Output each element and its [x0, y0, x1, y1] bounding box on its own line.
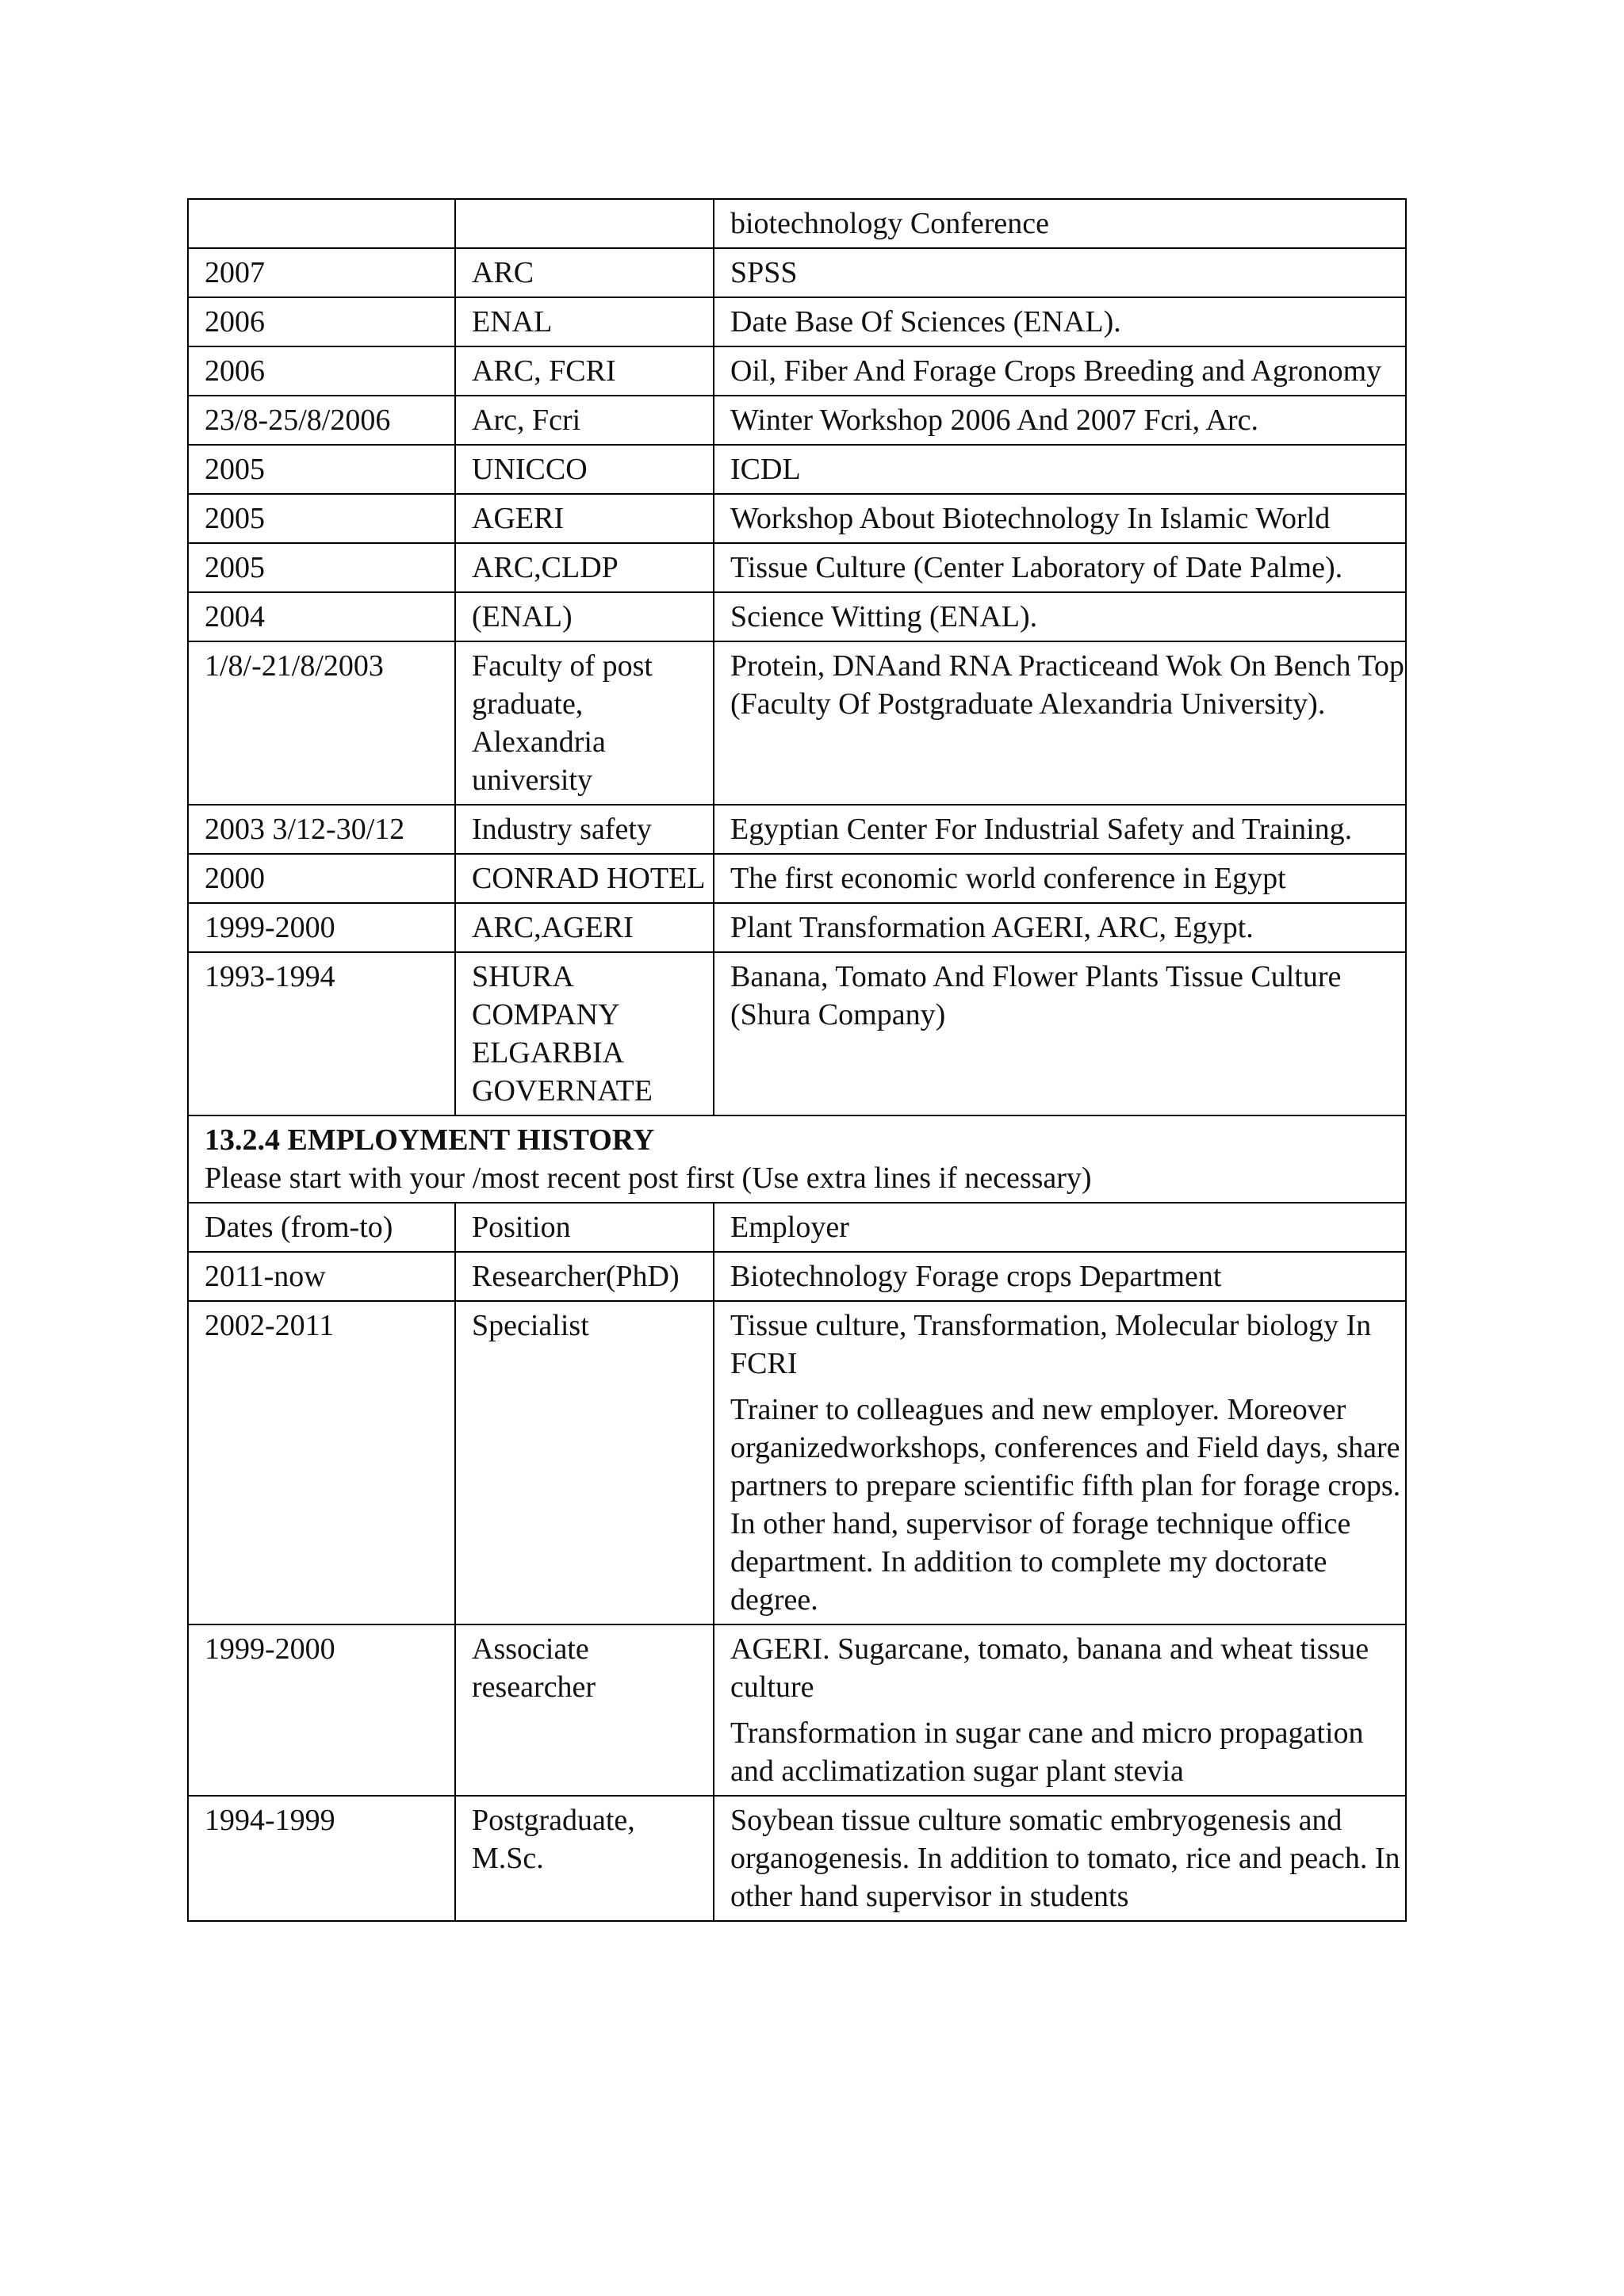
cv-page: [187, 198, 1405, 1922]
training-organization: UNICCO: [455, 445, 714, 494]
training-course: Egyptian Center For Industrial Safety and Training.: [714, 805, 1406, 854]
training-course: Plant Transformation AGERI, ARC, Egypt.: [714, 903, 1406, 952]
training-row: [188, 297, 1406, 346]
training-date: 2005: [188, 543, 455, 592]
training-row: [188, 903, 1406, 952]
training-organization: ENAL: [455, 297, 714, 346]
employment-row: [188, 1796, 1406, 1921]
training-organization: SHURA COMPANY ELGARBIA GOVERNATE: [455, 952, 714, 1115]
training-row: [188, 952, 1406, 1115]
employment-dates: 2011-now: [188, 1252, 455, 1301]
training-organization: ARC, FCRI: [455, 346, 714, 396]
training-organization: CONRAD HOTEL: [455, 854, 714, 903]
employment-section: [188, 1115, 1406, 1252]
employer-paragraph: Biotechnology Forage crops Department: [730, 1260, 1222, 1293]
training-date: 2006: [188, 346, 455, 396]
training-course: Winter Workshop 2006 And 2007 Fcri, Arc.: [714, 396, 1406, 445]
training-course: Tissue Culture (Center Laboratory of Date Palme).: [714, 543, 1406, 592]
employer-paragraph: Trainer to colleagues and new employer. Moreover organizedworkshops, conferences and Field days, share partners to prepare scientific fifth plan for forage crops. In other hand, supervisor of forage technique office department. In addition to complete my doctorate degree.: [730, 1393, 1401, 1617]
training-course: Science Witting (ENAL).: [714, 592, 1406, 641]
employment-employer: [714, 1624, 1406, 1796]
employment-row: [188, 1252, 1406, 1301]
training-organization: Industry safety: [455, 805, 714, 854]
header-employer: Employer: [714, 1203, 1406, 1252]
training-date: 2000: [188, 854, 455, 903]
training-course: Oil, Fiber And Forage Crops Breeding and Agronomy: [714, 346, 1406, 396]
employment-dates: 1999-2000: [188, 1624, 455, 1796]
training-date: 2003 3/12-30/12: [188, 805, 455, 854]
training-row: [188, 494, 1406, 543]
training-organization: Arc, Fcri: [455, 396, 714, 445]
training-date: [188, 199, 455, 248]
training-row: [188, 543, 1406, 592]
training-course: The first economic world conference in Egypt: [714, 854, 1406, 903]
training-date: 2007: [188, 248, 455, 297]
training-date: 2006: [188, 297, 455, 346]
employment-employer: [714, 1796, 1406, 1921]
employer-paragraph: AGERI. Sugarcane, tomato, banana and wheat tissue culture: [730, 1632, 1369, 1704]
employment-position: Associate researcher: [455, 1624, 714, 1796]
training-row: [188, 805, 1406, 854]
employment-dates: 1994-1999: [188, 1796, 455, 1921]
header-position: Position: [455, 1203, 714, 1252]
training-course: ICDL: [714, 445, 1406, 494]
training-date: 1/8/-21/8/2003: [188, 641, 455, 805]
employment-table-body: [188, 1252, 1406, 1921]
training-row: [188, 248, 1406, 297]
training-row: [188, 641, 1406, 805]
training-organization: ARC,CLDP: [455, 543, 714, 592]
employment-position: Researcher(PhD): [455, 1252, 714, 1301]
training-date: 23/8-25/8/2006: [188, 396, 455, 445]
training-course: Workshop About Biotechnology In Islamic World: [714, 494, 1406, 543]
employment-row: [188, 1301, 1406, 1624]
training-course: Banana, Tomato And Flower Plants Tissue Culture (Shura Company): [714, 952, 1406, 1115]
employment-heading-row: [188, 1115, 1406, 1203]
employer-paragraph: Tissue culture, Transformation, Molecular biology In FCRI: [730, 1309, 1372, 1380]
employment-employer: [714, 1252, 1406, 1301]
training-organization: ARC,AGERI: [455, 903, 714, 952]
employment-heading-cell: [188, 1115, 1406, 1203]
training-table-body: [188, 199, 1406, 1115]
employer-paragraph: Soybean tissue culture somatic embryogenesis and organogenesis. In addition to tomato, rice and peach. In other hand supervisor in students: [730, 1804, 1400, 1913]
employment-position: Specialist: [455, 1301, 714, 1624]
training-row: [188, 199, 1406, 248]
training-organization: [455, 199, 714, 248]
header-dates: Dates (from-to): [188, 1203, 455, 1252]
training-organization: Faculty of post graduate, Alexandria university: [455, 641, 714, 805]
training-course: Date Base Of Sciences (ENAL).: [714, 297, 1406, 346]
training-course: biotechnology Conference: [714, 199, 1406, 248]
training-date: 2004: [188, 592, 455, 641]
training-row: [188, 445, 1406, 494]
employment-dates: 2002-2011: [188, 1301, 455, 1624]
employer-paragraph: Transformation in sugar cane and micro propagation and acclimatization sugar plant stevia: [730, 1716, 1364, 1788]
training-row: [188, 346, 1406, 396]
employment-position: Postgraduate, M.Sc.: [455, 1796, 714, 1921]
training-row: [188, 854, 1406, 903]
training-organization: (ENAL): [455, 592, 714, 641]
training-organization: AGERI: [455, 494, 714, 543]
employment-employer: [714, 1301, 1406, 1624]
employment-row: [188, 1624, 1406, 1796]
training-row: [188, 396, 1406, 445]
training-date: 2005: [188, 445, 455, 494]
training-row: [188, 592, 1406, 641]
training-course: SPSS: [714, 248, 1406, 297]
employment-header-row: [188, 1203, 1406, 1252]
training-date: 1999-2000: [188, 903, 455, 952]
cv-table: [187, 198, 1407, 1922]
training-course: Protein, DNAand RNA Practiceand Wok On Bench Top (Faculty Of Postgraduate Alexandria University).: [714, 641, 1406, 805]
training-date: 1993-1994: [188, 952, 455, 1115]
training-date: 2005: [188, 494, 455, 543]
section-title: 13.2.4 EMPLOYMENT HISTORY: [205, 1123, 655, 1157]
section-note: Please start with your /most recent post first (Use extra lines if necessary): [205, 1161, 1092, 1195]
training-organization: ARC: [455, 248, 714, 297]
